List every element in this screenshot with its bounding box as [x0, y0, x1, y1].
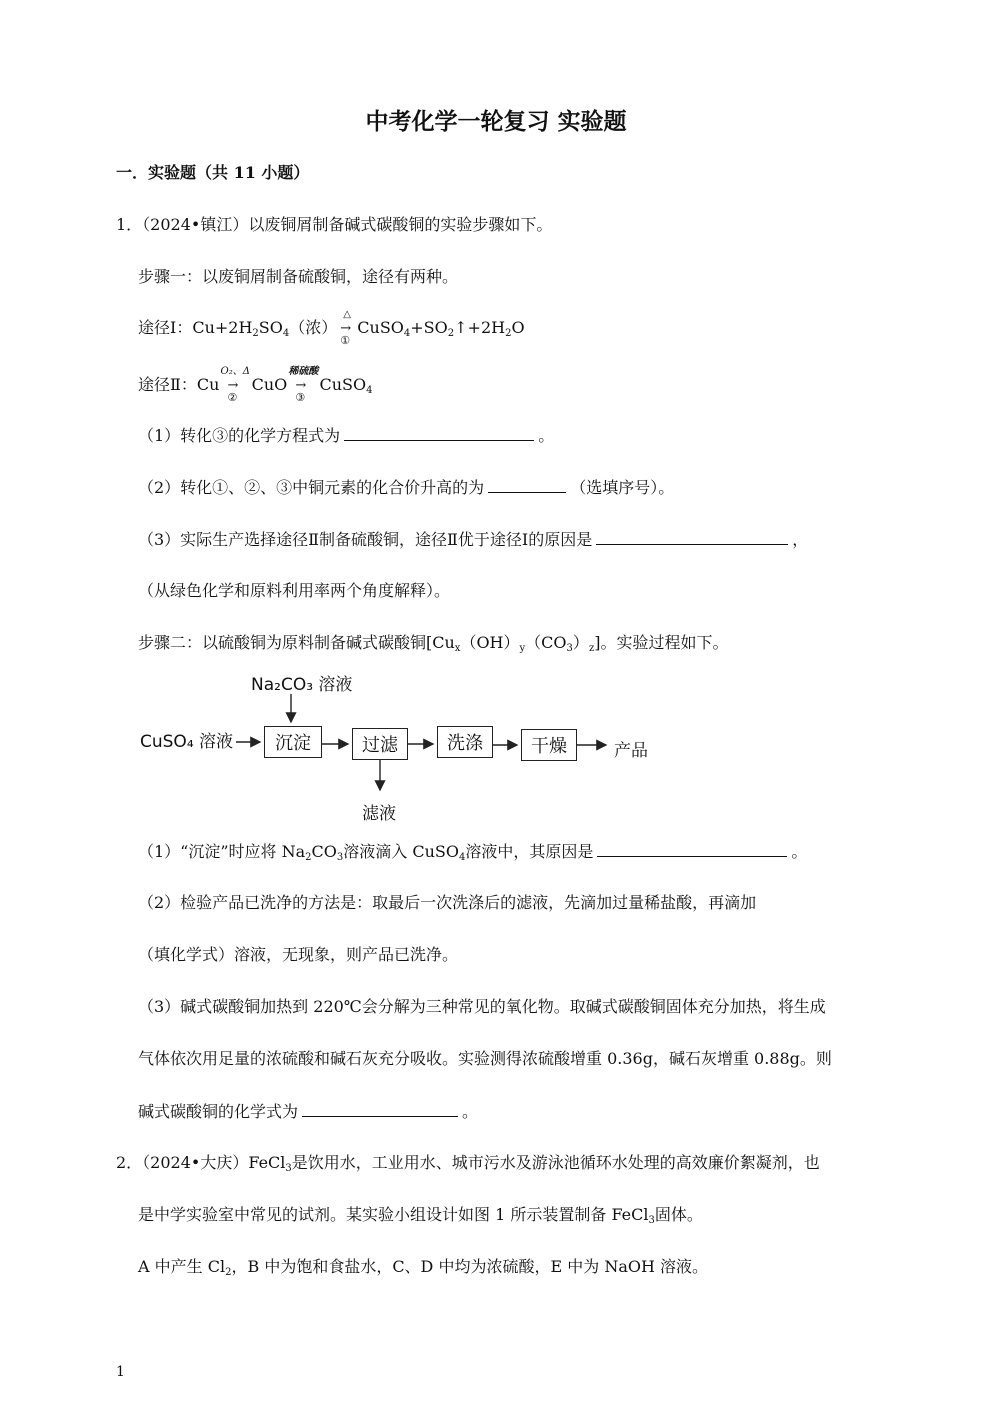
answer-blank[interactable] [302, 1101, 458, 1117]
step1-q2: （2）转化①、②、③中铜元素的化合价升高的为 （选填序号）。 [138, 478, 675, 497]
step1-q1: （1）转化③的化学方程式为 。 [138, 426, 555, 445]
reaction-arrow-2: O₂、Δ → ② [220, 365, 250, 404]
page-number: 1 [116, 1364, 125, 1380]
reaction-arrow-3: 稀硫酸 → ③ [288, 365, 319, 404]
step2-q3-cont: 气体依次用足量的浓硫酸和碱石灰充分吸收。实验测得浓硫酸增重 0.36g，碱石灰增重 0.88g。则 [138, 1049, 832, 1068]
flow-reagent-label: Na₂CO₃ 溶液 [251, 675, 353, 695]
flow-box-dry: 干燥 [521, 729, 577, 761]
reaction-arrow-1: △ → ① [340, 308, 352, 347]
question-2-line-2: 是中学实验室中常见的试剂。某实验小组设计如图 1 所示装置制备 FeCl$_3$固体。 [138, 1205, 703, 1226]
flow-filtrate-label: 滤液 [362, 804, 396, 824]
answer-blank[interactable] [344, 425, 534, 441]
step-two-text: 步骤二：以硫酸铜为原料制备碱式碳酸铜$[Cu_x(OH)_y(CO_3)_z]$。实验过程如下。 [138, 633, 729, 654]
question-1-header: 1．（2024•镇江）以废铜屑制备碱式碳酸铜的实验步骤如下。 [116, 215, 553, 234]
step2-q3-cont2: 碱式碳酸铜的化学式为 。 [138, 1102, 479, 1121]
flow-box-wash: 洗涤 [437, 726, 493, 758]
flow-box-filter: 过滤 [352, 728, 408, 760]
section-heading: 一．实验题（共 11 小题） [116, 163, 310, 182]
question-2-line-3: A 中产生 $Cl_2$，B 中为饱和食盐水，C、D 中均为浓硫酸，E 中为 NaOH 溶液。 [138, 1257, 709, 1278]
flow-box-precipitate: 沉淀 [264, 726, 322, 758]
route-2-equation: 途径Ⅱ：Cu O₂、Δ → ② CuO 稀硫酸 → ③ CuSO$_4$ [138, 365, 373, 404]
route-1-equation: 途径Ⅰ：$Cu+2H_2SO_4$（浓） △ → ① $CuSO_4+SO_2↑+2H_2O$ [138, 308, 525, 347]
flow-start-label: CuSO₄ 溶液 [140, 732, 234, 752]
answer-blank[interactable] [597, 841, 787, 857]
step2-q3: （3）碱式碳酸铜加热到 220℃会分解为三种常见的氧化物。取碱式碳酸铜固体充分加热，将生成 [138, 997, 826, 1016]
step-one-text: 步骤一：以废铜屑制备硫酸铜，途径有两种。 [138, 267, 459, 286]
step2-q2: （2）检验产品已洗净的方法是：取最后一次洗涤后的滤液，先滴加过量稀盐酸，再滴加 [138, 893, 757, 912]
page-title: 中考化学一轮复习 实验题 [365, 108, 627, 135]
answer-blank[interactable] [596, 529, 788, 545]
answer-blank[interactable] [488, 477, 566, 493]
step2-q2-cont: （填化学式）溶液，无现象，则产品已洗净。 [138, 945, 459, 964]
step1-q3-cont: （从绿色化学和原料利用率两个角度解释）。 [138, 581, 451, 600]
question-2-line-1: 2．（2024•大庆）FeCl$_3$是饮用水，工业用水、城市污水及游泳池循环水处理的高效廉价絮凝剂，也 [116, 1153, 820, 1174]
step1-q3: （3）实际生产选择途径Ⅱ制备硫酸铜，途径Ⅱ优于途径Ⅰ的原因是 ， [138, 530, 809, 549]
step2-q1: （1）“沉淀”时应将 $Na_2CO_3$溶液滴入 CuSO$_4$溶液中，其原因是 。 [138, 842, 808, 863]
flow-product-label: 产品 [614, 741, 648, 761]
